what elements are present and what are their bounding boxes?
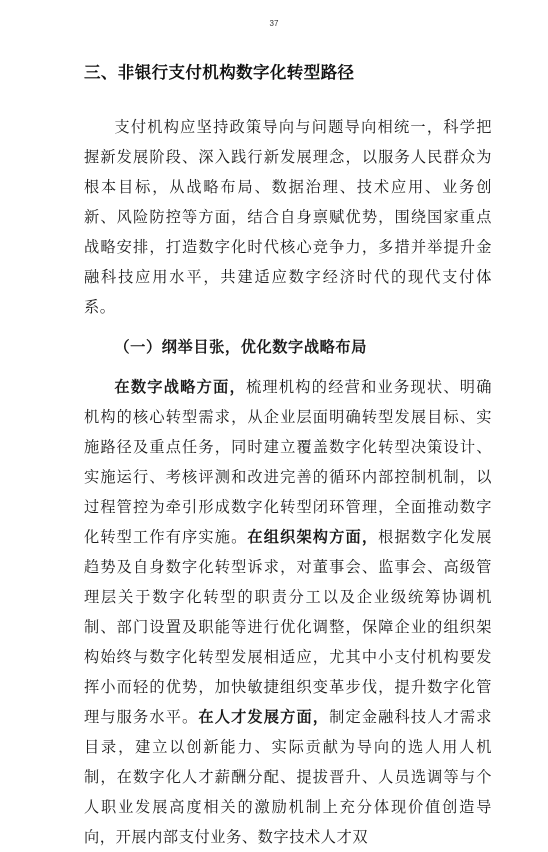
lead-digital-strategy: 在数字战略方面， (114, 378, 246, 396)
strategy-paragraph (84, 372, 492, 852)
lead-talent-development: 在人才发展方面， (198, 708, 330, 726)
subsection-heading: （一）纲举目张，优化数字战略布局 (114, 338, 367, 356)
text-org-structure: 根据数字化发展趋势及自身数字化转型诉求，对董事会、监事会、高级管理层关于数字化转型的职责分工以及企业级统筹协调机制、部门设置及职能等进行优化调整，保障企业的组织架构始终与数字化转型发展相适应，尤其中小支付机构要发挥小而轻的优势，加快敏捷组织变革步伐，提升数字化管理与服务水平。 (84, 528, 492, 726)
document-body (84, 58, 492, 852)
lead-org-structure: 在组织架构方面， (247, 528, 379, 546)
page-number: 37 (269, 19, 279, 28)
intro-paragraph: 支付机构应坚持政策导向与问题导向相统一，科学把握新发展阶段、深入践行新发展理念，以服务人民群众为根本目标，从战略布局、数据治理、技术应用、业务创新、风险防控等方面，结合自身禀赋优势，围绕国家重点战略安排，打造数字化时代核心竞争力，多措并举提升金融科技应用水平，共建适应数字经济时代的现代支付体系。 (84, 118, 492, 316)
section-title: 三、非银行支付机构数字化转型路径 (84, 63, 355, 82)
text-talent-development: 制定金融科技人才需求目录，建立以创新能力、实际贡献为导向的选人用人机制，在数字化人才薪酬分配、提拔晋升、人员选调等与个人职业发展高度相关的激励机制上充分体现价值创造导向，开展内部支付业务、数字技术人才双 (84, 708, 493, 846)
text-digital-strategy: 梳理机构的经营和业务现状、明确机构的核心转型需求，从企业层面明确转型发展目标、实施路径及重点任务，同时建立覆盖数字化转型决策设计、实施运行、考核评测和改进完善的循环内部控制机制，以过程管控为牵引形成数字化转型闭环管理，全面推动数字化转型工作有序实施。 (84, 378, 492, 546)
